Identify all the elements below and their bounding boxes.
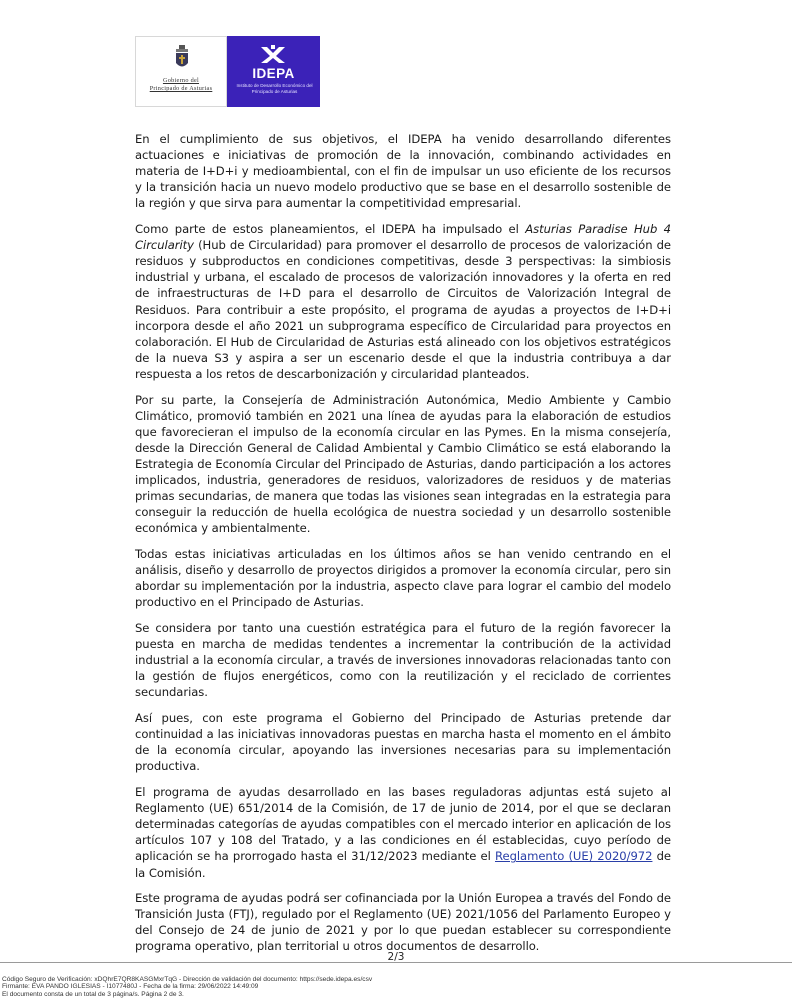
verification-footer <box>2 976 782 998</box>
gov-logo-line-2: Principado de Asturias <box>149 85 213 92</box>
paragraph-8: Este programa de ayudas podrá ser cofinanciada por la Unión Europea a través del Fondo de Transición Justa (FTJ), regulado por el Reglamento (UE) 2021/1056 del Parlamento Europeo y del Consejo de 24 de junio de 2021 y por lo que puedan establecer su correspondiente programa operativo, plan territorial u otros documentos de desarrollo. <box>135 891 671 954</box>
document-body <box>135 131 671 964</box>
gobierno-asturias-text <box>136 77 226 93</box>
page-number: 2/3 <box>387 951 405 963</box>
hub-name-italic: Asturias Paradise Hub 4 Circularity <box>135 222 671 253</box>
paragraph-6: Así pues, con este programa el Gobierno del Principado de Asturias pretende dar continuidad a las iniciativas innovadoras puestas en marcha hasta el momento en el ámbito de la economía circular, apoyando las inversiones necesarias para su implementación productiva. <box>135 711 671 774</box>
crest-icon <box>174 45 190 71</box>
idepa-mark-icon <box>259 45 287 65</box>
idepa-name: IDEPA <box>252 66 295 81</box>
reglamento-link[interactable]: Reglamento (UE) 2020/972 <box>495 849 653 864</box>
idepa-subtitle: Instituto de Desarrollo Económico del Principado de Asturias <box>236 83 313 94</box>
paragraph-5: Se considera por tanto una cuestión estratégica para el futuro de la región favorecer la puesta en marcha de medidas tendentes a incrementar la contribución de la actividad industrial a la economía circular, a través de inversiones innovadoras relacionadas tanto con la gestión de flujos energéticos, como con la reutilización y el reciclado de corrientes secundarias. <box>135 621 671 700</box>
paragraph-7-start: El programa de ayudas desarrollado en las bases reguladoras adjuntas está sujeto al Reglamento (UE) 651/2014 de la Comisión, de 17 de junio de 2014, por el que se declaran determinadas categorías de ayudas compatibles con el mercado interior en aplicación de los artículos 107 y 108 del Tratado, y a las condiciones en él establecidas, cuyo período de aplicación se ha prorrogado hasta el 31/12/2023 mediante el <box>135 785 671 864</box>
paragraph-1: En el cumplimiento de sus objetivos, el IDEPA ha venido desarrollando diferentes actuaciones e iniciativas de promoción de la innovación, combinando actividades en materia de I+D+i y medioambiental, con el fin de impulsar un uso eficiente de los recursos y la transición hacia un nuevo modelo productivo que se base en el desarrollo sostenible de la región y que sirva para aumentar la competitividad empresarial. <box>135 132 671 211</box>
paragraph-2-start: Como parte de estos planeamientos, el IDEPA ha impulsado el <box>135 222 526 237</box>
paragraph-3: Por su parte, la Consejería de Administración Autonómica, Medio Ambiente y Cambio Climático, promovió también en 2021 una línea de ayudas para la elaboración de estudios que favorecieran el impulso de la economía circular en las Pymes. En la misma consejería, desde la Dirección General de Calidad Ambiental y Cambio Climático se está elaborando la Estrategia de Economía Circular del Principado de Asturias, dando participación a los actores implicados, industria, generadores de residuos, valorizadores de residuos y de materias primas secundarias, de manera que todas las visiones sean integradas en la estrategia para conseguir la reducción de huella ecológica de nuestra sociedad y un desarrollo sostenible económica y ambientalmente. <box>135 392 671 536</box>
paragraph-2 <box>135 221 671 382</box>
paragraph-7-end: de la Comisión. <box>135 849 672 880</box>
footer-divider <box>0 962 792 963</box>
footer-line-pages: El documento consta de un total de 3 página/s. Página 2 de 3. <box>2 990 184 998</box>
footer-line-csv: Código Seguro de Verificación: xDQhrE7QR8KASGMxrTqG - Dirección de validación del documento: https://sede.idepa.es/csv <box>2 976 373 983</box>
idepa-logo <box>227 36 320 107</box>
paragraph-4: Todas estas iniciativas articuladas en los últimos años se han venido centrando en el análisis, diseño y desarrollo de proyectos dirigidos a promover la economía circular, pero sin abordar su implementación por la industria, aspecto clave para lograr el cambio del modelo productivo en el Principado de Asturias. <box>135 547 671 610</box>
footer-line-signer: Firmante: EVA PANDO IGLESIAS - I1077480J - Fecha de la firma: 29/06/2022 14:49:09 <box>2 983 259 991</box>
paragraph-2-end: (Hub de Circularidad) para promover el desarrollo de procesos de valorización de residuos y subproductos en condiciones competitivas, desde 3 perspectivas: la simbiosis industrial y urbana, el escalado de procesos de valorización innovadores y la oferta en red de infraestructuras de I+D para el desarrollo de Circuitos de Valorización Integral de Residuos. Para contribuir a este propósito, el programa de ayudas a proyectos de I+D+i incorpora desde el año 2021 un subprograma específico de Circularidad para proyectos en colaboración. El Hub de Circularidad de Asturias está alineado con los objetivos estratégicos de la nueva S3 y aspira a ser un escenario desde el que la industria contribuya a dar respuesta a los retos de descarbonización y circularidad planteados. <box>135 238 671 381</box>
paragraph-7 <box>135 784 671 881</box>
gov-logo-line-1: Gobierno del <box>162 77 200 84</box>
gobierno-asturias-logo <box>135 36 227 107</box>
header-logos <box>135 36 320 107</box>
